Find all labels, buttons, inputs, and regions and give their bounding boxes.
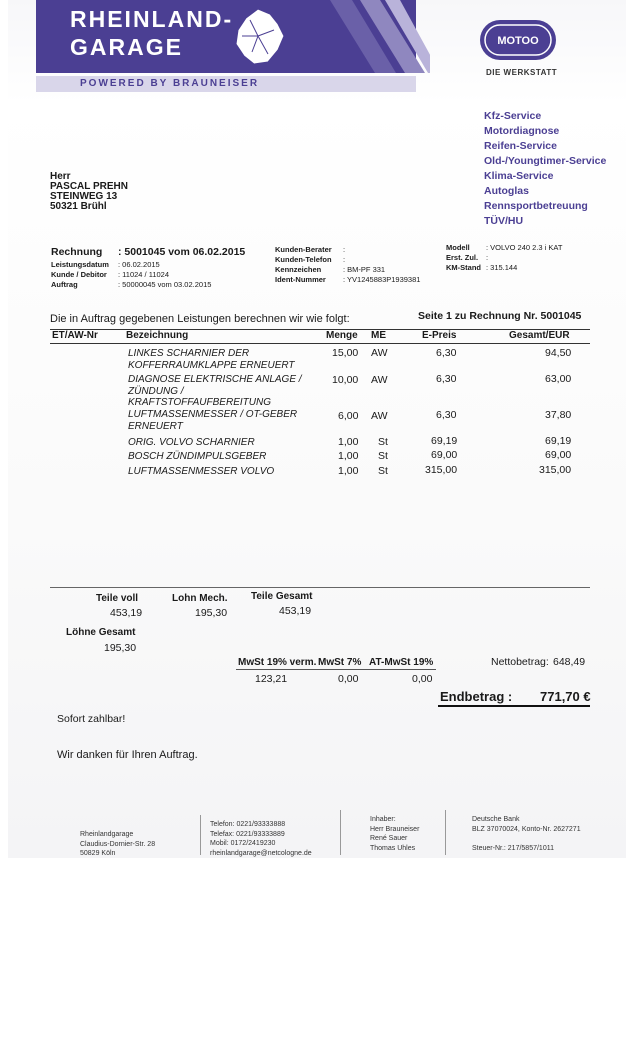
mwst19-value: 123,21 — [255, 673, 288, 685]
footer-owners — [370, 815, 419, 853]
row-gesamt: 69,19 — [545, 435, 572, 447]
row-me: St — [378, 450, 388, 462]
row-description: ORIG. VOLVO SCHARNIER — [128, 437, 255, 448]
row-menge: 10,00 — [332, 374, 359, 386]
footer-divider — [200, 815, 201, 855]
row-epreis: 6,30 — [436, 409, 457, 421]
teile-gesamt-label: Teile Gesamt — [251, 591, 313, 602]
berater-label: Kunden-Berater — [275, 245, 332, 254]
footer-line: Rheinlandgarage — [80, 831, 134, 838]
mwst19-label: MwSt 19% verm. — [238, 657, 317, 668]
ident-label: Ident-Nummer — [275, 275, 326, 284]
sofort-zahlbar: Sofort zahlbar! — [57, 713, 126, 725]
km-value: : 315.144 — [486, 263, 518, 272]
footer-divider — [445, 810, 446, 855]
telefon-value: : — [343, 255, 346, 264]
row-me: AW — [371, 347, 388, 359]
lohn-mech-value: 195,30 — [195, 607, 228, 619]
footer-contact — [210, 820, 312, 858]
netto-label: Nettobetrag: — [491, 656, 549, 668]
footer-line: René Sauer — [370, 835, 408, 842]
recipient-salutation: Herr — [50, 171, 71, 182]
row-epreis: 315,00 — [425, 464, 458, 476]
row-description: LUFTMASSENMESSER / OT-GEBER ERNEUERT — [128, 409, 298, 432]
cologne-map-icon — [228, 6, 290, 68]
table-header-rule — [50, 343, 590, 344]
footer-line: 50829 Köln — [80, 850, 116, 857]
auftrag-label: Auftrag — [51, 280, 78, 289]
rechnung-label: Rechnung — [51, 246, 103, 258]
intro-text: Die in Auftrag gegebenen Leistungen berechnen wir wie folgt: — [50, 313, 350, 325]
row-epreis: 6,30 — [436, 347, 457, 359]
berater-value: : — [343, 245, 346, 254]
leistungsdatum-label: Leistungsdatum — [51, 260, 109, 269]
col-header-menge: Menge — [326, 330, 358, 341]
footer-divider — [340, 810, 341, 855]
row-gesamt: 94,50 — [545, 347, 572, 359]
footer-line: BLZ 37070024, Konto-Nr. 2627271 — [472, 825, 581, 833]
mwst7-label: MwSt 7% — [318, 657, 362, 668]
row-gesamt: 63,00 — [545, 373, 572, 385]
row-gesamt: 69,00 — [545, 449, 572, 461]
row-menge: 15,00 — [332, 347, 359, 359]
row-gesamt: 315,00 — [539, 464, 572, 476]
services-list — [484, 109, 606, 229]
mwst-rule — [236, 669, 436, 670]
recipient-street: STEINWEG 13 — [50, 191, 118, 202]
table-top-rule — [50, 329, 590, 330]
powered-by: POWERED BY BRAUNEISER — [80, 78, 260, 89]
col-header-gesamt: Gesamt/EUR — [509, 330, 570, 341]
modell-label: Modell — [446, 243, 470, 252]
footer-line: Claudius-Dornier-Str. 28 — [80, 840, 156, 848]
col-header-nr: ET/AW-Nr — [52, 330, 98, 341]
row-description: DIAGNOSE ELEKTRISCHE ANLAGE / ZÜNDUNG / KRAFTSTOFFAUFBEREITUNG — [128, 374, 302, 408]
loehne-gesamt-value: 195,30 — [104, 642, 137, 654]
recipient-address — [50, 172, 128, 212]
col-header-epreis: E-Preis — [422, 330, 457, 341]
brand-name-line2: GARAGE — [70, 34, 183, 60]
netto-value: 648,49 — [553, 656, 586, 668]
row-gesamt: 37,80 — [545, 409, 572, 421]
row-me: AW — [371, 374, 388, 386]
service-item: Kfz-Service — [484, 110, 542, 122]
page-info: Seite 1 zu Rechnung Nr. 5001045 — [418, 310, 582, 322]
kennzeichen-value: : BM-PF 331 — [343, 265, 386, 274]
rechnung-value: : 5001045 vom 06.02.2015 — [118, 246, 246, 258]
erstzul-value: : — [486, 253, 489, 262]
footer-company — [80, 830, 155, 859]
footer-line: Inhaber: — [370, 816, 396, 823]
mwst7-value: 0,00 — [338, 673, 359, 685]
row-menge: 1,00 — [338, 450, 359, 462]
row-description: LINKES SCHARNIER DER KOFFERRAUMKLAPPE ERNEUERT — [128, 348, 295, 371]
brand-name-line1: RHEINLAND- — [70, 6, 234, 32]
service-item: Motordiagnose — [484, 125, 560, 137]
service-item: Old-/Youngtimer-Service — [484, 155, 607, 167]
at-mwst-label: AT-MwSt 19% — [369, 657, 434, 668]
lohn-mech-label: Lohn Mech. — [172, 593, 228, 604]
totals-top-rule — [50, 587, 590, 588]
row-description: BOSCH ZÜNDIMPULSGEBER — [128, 451, 267, 462]
telefon-label: Kunden-Telefon — [275, 255, 332, 264]
teile-voll-value: 453,19 — [110, 607, 143, 619]
footer-bank — [472, 815, 581, 853]
col-header-me: ME — [371, 330, 386, 341]
kennzeichen-label: Kennzeichen — [275, 265, 322, 274]
row-menge: 6,00 — [338, 410, 359, 422]
row-me: St — [378, 465, 388, 477]
row-epreis: 69,00 — [431, 449, 458, 461]
auftrag-value: : 50000045 vom 03.02.2015 — [118, 280, 212, 289]
at-mwst-value: 0,00 — [412, 673, 433, 685]
recipient-city: 50321 Brühl — [50, 201, 107, 212]
service-item: Rennsportbetreuung — [484, 200, 588, 212]
ident-value: : YV1245883P1939381 — [343, 275, 421, 284]
row-epreis: 6,30 — [436, 373, 457, 385]
danke-text: Wir danken für Ihren Auftrag. — [57, 749, 198, 761]
row-description: LUFTMASSENMESSER VOLVO — [128, 466, 275, 477]
motoo-logo — [478, 18, 558, 62]
kunde-label: Kunde / Debitor — [51, 270, 107, 279]
footer-line: Telefon: 0221/93333888 — [210, 821, 286, 828]
row-menge: 1,00 — [338, 436, 359, 448]
footer-line: Steuer-Nr.: 217/5857/1011 — [472, 844, 554, 852]
row-menge: 1,00 — [338, 465, 359, 477]
footer-line: Telefax: 0221/93333889 — [210, 830, 285, 838]
footer-line: rheinlandgarage@netcologne.de — [210, 849, 312, 857]
modell-value: : VOLVO 240 2.3 i KAT — [486, 243, 563, 252]
row-me: AW — [371, 410, 388, 422]
footer-line — [472, 834, 581, 844]
row-me: St — [378, 436, 388, 448]
footer-line: Thomas Uhles — [370, 844, 416, 852]
leistungsdatum-value: : 06.02.2015 — [118, 260, 160, 269]
row-epreis: 69,19 — [431, 435, 458, 447]
service-item: Klima-Service — [484, 170, 554, 182]
werkstatt-label: DIE WERKSTATT — [486, 68, 558, 77]
endbetrag-underline — [438, 705, 590, 707]
footer-line: Deutsche Bank — [472, 816, 520, 823]
brand-stripes — [300, 0, 430, 73]
footer-line: Mobil: 0172/2419230 — [210, 840, 276, 847]
kunde-value: : 11024 / 11024 — [118, 270, 170, 279]
service-item: Autoglas — [484, 185, 529, 197]
col-header-bez: Bezeichnung — [126, 330, 189, 341]
service-item: TÜV/HU — [484, 215, 524, 227]
loehne-gesamt-label: Löhne Gesamt — [66, 627, 136, 638]
teile-gesamt-value: 453,19 — [279, 605, 312, 617]
teile-voll-label: Teile voll — [96, 593, 139, 604]
recipient-name: PASCAL PREHN — [50, 181, 128, 192]
km-label: KM-Stand — [446, 263, 481, 272]
endbetrag-label: Endbetrag : — [440, 689, 513, 704]
endbetrag-value: 771,70 € — [540, 689, 591, 704]
logo-text: MOTOO — [497, 35, 539, 47]
erstzul-label: Erst. Zul. — [446, 253, 479, 262]
footer-line: Herr Brauneiser — [370, 825, 420, 833]
service-item: Reifen-Service — [484, 140, 557, 152]
